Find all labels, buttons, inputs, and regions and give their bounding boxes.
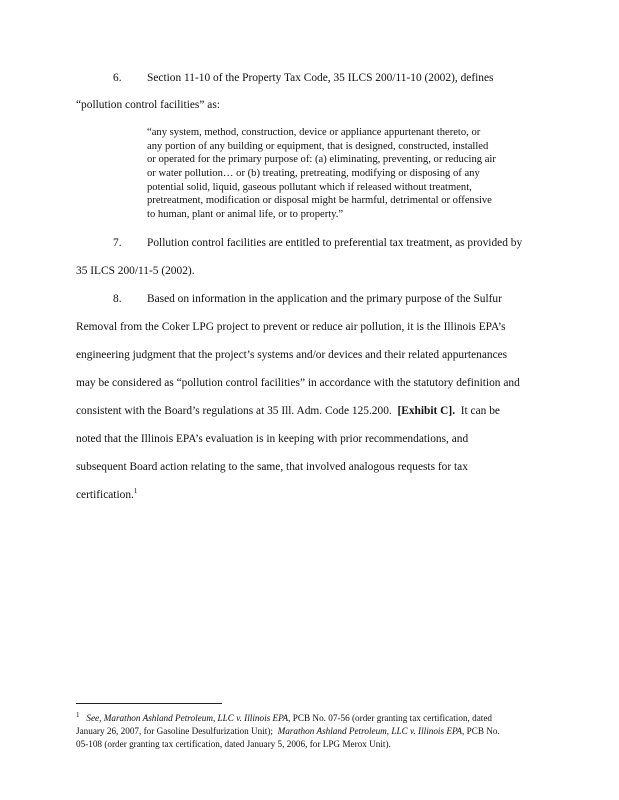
footnote-line-1-rest: PCB No. 07-56 (order granting tax certification, dated xyxy=(292,713,493,723)
paragraph-8-line-4: may be considered as “pollution control facilities” in accordance with the statutory definition and xyxy=(76,377,520,389)
quote-line-1: “any system, method, construction, device or appliance appurtenant thereto, or xyxy=(147,127,481,138)
footnote-line-2 xyxy=(76,725,500,737)
footnote-reference[interactable]: 1 xyxy=(133,487,138,496)
paragraph-6-number: 6. xyxy=(113,72,122,84)
footnote-line-1 xyxy=(76,712,492,724)
paragraph-8-line-3: engineering judgment that the project’s systems and/or devices and their related appurtenances xyxy=(76,349,508,361)
footnote-mark: 1 xyxy=(76,710,80,719)
quote-line-3: or operated for the primary purpose of: (a) eliminating, preventing, or reducing air xyxy=(147,154,496,165)
quote-line-5: potential solid, liquid, gaseous pollutant which if released without treatment, xyxy=(147,182,472,193)
paragraph-8-line-5 xyxy=(76,404,500,418)
quote-line-7: to human, plant or animal life, or to property.” xyxy=(147,209,344,220)
paragraph-7-line-1: Pollution control facilities are entitled to preferential tax treatment, as provided by xyxy=(147,237,523,249)
quote-line-4: or water pollution… or (b) treating, pretreating, modifying or disposing of any xyxy=(147,168,480,179)
footnote-line-3: 05-108 (order granting tax certification, dated January 5, 2006, for LPG Merox Unit). xyxy=(76,739,391,749)
paragraph-8-line-2: Removal from the Coker LPG project to prevent or reduce air pollution, it is the Illinois EPA’s xyxy=(76,321,506,333)
certification-word: certification. xyxy=(76,489,134,501)
paragraph-6-line-2: “pollution control facilities” as: xyxy=(76,99,220,111)
paragraph-7-number: 7. xyxy=(113,237,122,249)
quote-line-6: pretreatment, modification or disposal might be harmful, detrimental or offensive xyxy=(147,195,492,206)
paragraph-8-number: 8. xyxy=(113,293,122,305)
paragraph-8-line-7: subsequent Board action relating to the same, that involved analogous requests for tax xyxy=(76,461,468,473)
footnote-case-2: Marathon Ashland Petroleum, LLC v. Illinois EPA, xyxy=(277,726,465,736)
paragraph-8-line-6: noted that the Illinois EPA’s evaluation is in keeping with prior recommendations, and xyxy=(76,433,469,445)
paragraph-8-line-5-end: It can be xyxy=(460,405,500,417)
footnote-line-2-start: January 26, 2007, for Gasoline Desulfurization Unit); xyxy=(76,726,273,736)
paragraph-6-line-1: Section 11-10 of the Property Tax Code, 35 ILCS 200/11-10 (2002), defines xyxy=(147,72,494,84)
paragraph-8-line-8 xyxy=(76,488,137,502)
paragraph-7-line-2: 35 ILCS 200/11-5 (2002). xyxy=(76,265,195,277)
footnote-case-1: Marathon Ashland Petroleum, LLC v. Illinois EPA, xyxy=(103,713,291,723)
exhibit-reference: [Exhibit C]. xyxy=(397,405,456,417)
footnote-see: See, xyxy=(86,713,102,723)
footnote-line-2-end: PCB No. xyxy=(466,726,500,736)
footnote-divider xyxy=(76,703,222,704)
regulation-citation: consistent with the Board’s regulations at 35 Ill. Adm. Code 125.200. xyxy=(76,405,392,417)
quote-line-2: any portion of any building or equipment, that is designed, constructed, installed xyxy=(147,141,489,152)
paragraph-8-line-1: Based on information in the application and the primary purpose of the Sulfur xyxy=(147,293,502,305)
